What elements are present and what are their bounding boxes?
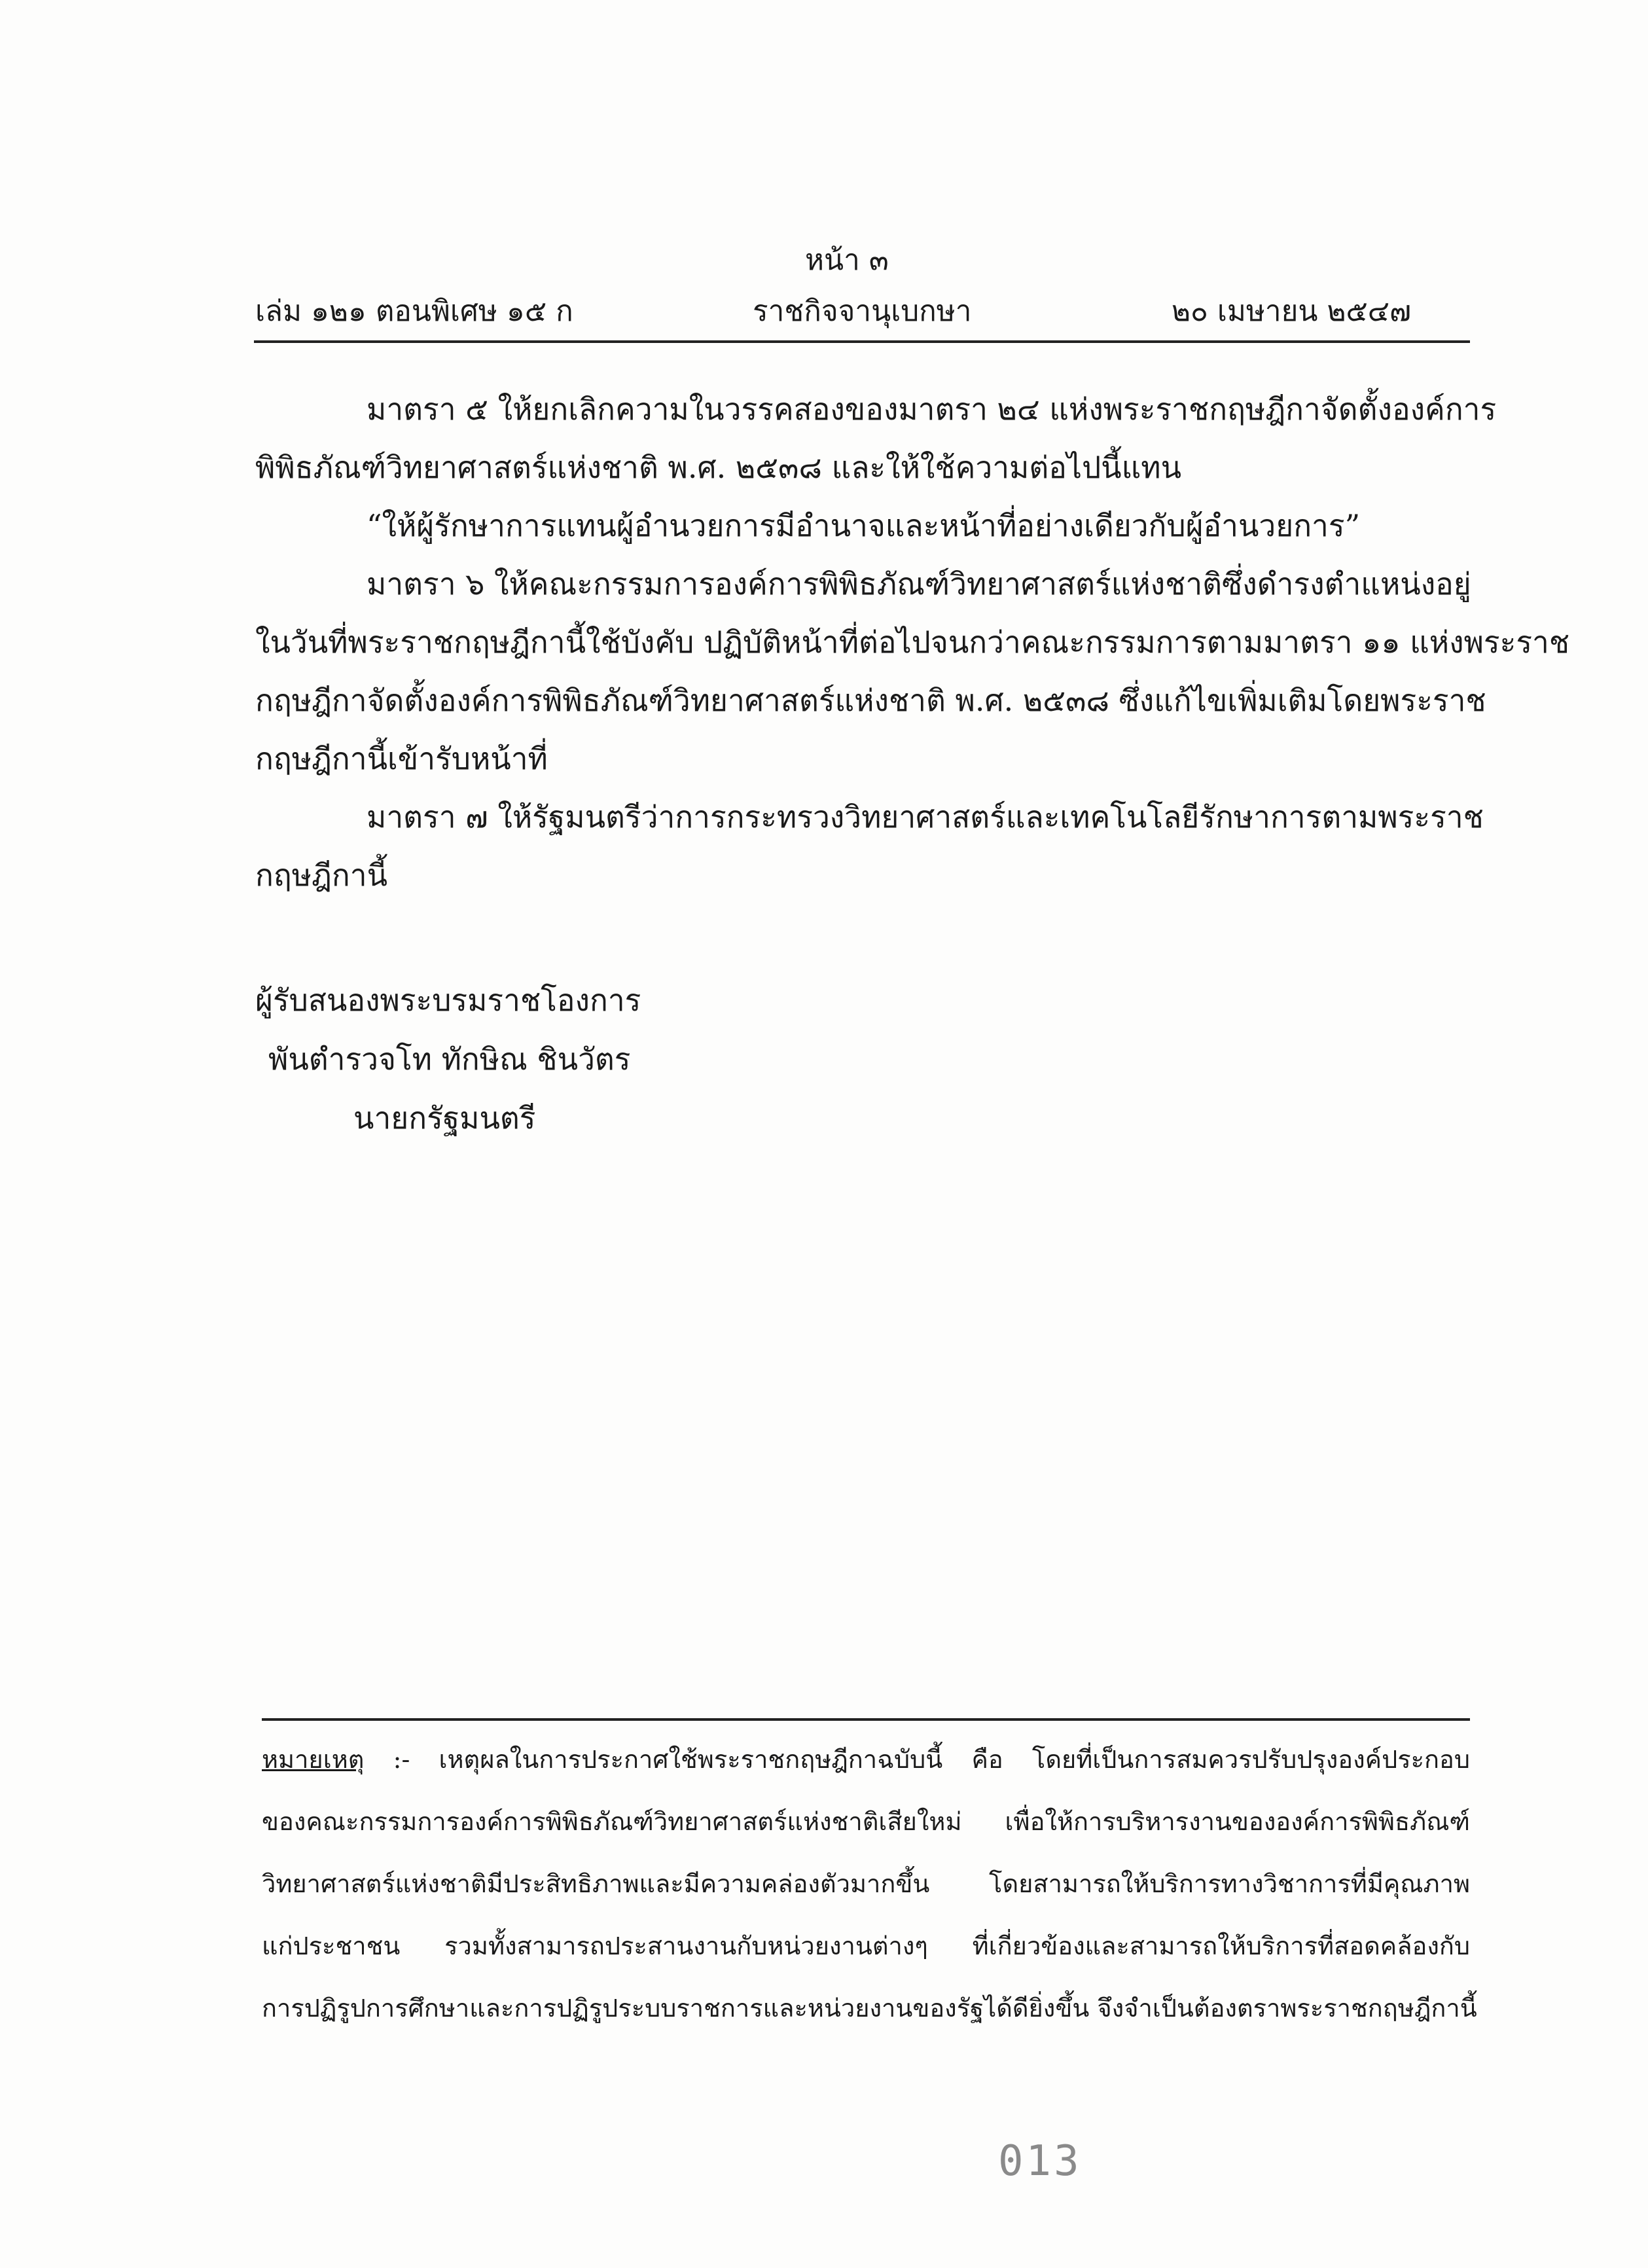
section-6-line-4: กฤษฎีกานี้เข้ารับหน้าที่ xyxy=(255,741,548,776)
volume-issue: เล่ม ๑๒๑ ตอนพิเศษ ๑๕ ก xyxy=(255,295,573,328)
note-line-3: วิทยาศาสตร์แห่งชาติมีประสิทธิภาพและมีความคล่องตัวมากขึ้น โดยสามารถให้บริการทางวิชาการที่มีคุณภาพ xyxy=(262,1869,1470,1898)
page-stamp-number: 013 xyxy=(998,2137,1082,2186)
publication-title: ราชกิจจานุเบกษา xyxy=(753,295,972,328)
section-5-line-1: มาตรา ๕ ให้ยกเลิกความในวรรคสองของมาตรา ๒๔ แห่งพระราชกฤษฎีกาจัดตั้งองค์การ xyxy=(367,391,1497,427)
page-number-label: หน้า ๓ xyxy=(805,243,889,277)
note-line-5: การปฏิรูปการศึกษาและการปฏิรูประบบราชการและหน่วยงานของรัฐได้ดียิ่งขึ้น จึงจำเป็นต้องตราพระราชกฤษฎีกานี้ xyxy=(262,1994,1477,2023)
section-6-line-1: มาตรา ๖ ให้คณะกรรมการองค์การพิพิธภัณฑ์วิทยาศาสตร์แห่งชาติซึ่งดำรงตำแหน่งอยู่ xyxy=(367,566,1471,602)
note-line-1-text: :- เหตุผลในการประกาศใช้พระราชกฤษฎีกาฉบับนี้ คือ โดยที่เป็นการสมควรปรับปรุงองค์ประกอบ xyxy=(393,1745,1470,1774)
signatory-title: นายกรัฐมนตรี xyxy=(353,1100,536,1136)
section-7-line-1: มาตรา ๗ ให้รัฐมนตรีว่าการกระทรวงวิทยาศาสตร์และเทคโนโลยีรักษาการตามพระราช xyxy=(367,799,1484,835)
signatory-name: พันตำรวจโท ทักษิณ ชินวัตร xyxy=(268,1041,631,1077)
section-7-line-2: กฤษฎีกานี้ xyxy=(255,857,388,893)
section-5-quote: “ให้ผู้รักษาการแทนผู้อำนวยการมีอำนาจและหน้าที่อย่างเดียวกับผู้อำนวยการ” xyxy=(367,508,1361,543)
note-label: หมายเหตุ xyxy=(262,1745,365,1774)
section-6-line-2: ในวันที่พระราชกฤษฎีกานี้ใช้บังคับ ปฏิบัติหน้าที่ต่อไปจนกว่าคณะกรรมการตามมาตรา ๑๑ แห่งพระราช xyxy=(255,624,1570,660)
publication-date: ๒๐ เมษายน ๒๕๔๗ xyxy=(1172,295,1412,328)
note-divider xyxy=(262,1718,1470,1721)
section-6-line-3: กฤษฎีกาจัดตั้งองค์การพิพิธภัณฑ์วิทยาศาสตร์แห่งชาติ พ.ศ. ๒๕๓๘ ซึ่งแก้ไขเพิ่มเติมโดยพระราช xyxy=(255,683,1486,718)
countersign-line: ผู้รับสนองพระบรมราชโองการ xyxy=(255,982,641,1018)
note-line-4: แก่ประชาชน รวมทั้งสามารถประสานงานกับหน่วยงานต่างๆ ที่เกี่ยวข้องและสามารถให้บริการที่สอดคล้องกับ xyxy=(262,1932,1470,1960)
header-divider xyxy=(254,340,1470,343)
section-5-line-2: พิพิธภัณฑ์วิทยาศาสตร์แห่งชาติ พ.ศ. ๒๕๓๘ และให้ใช้ความต่อไปนี้แทน xyxy=(255,450,1182,485)
note-line-1 xyxy=(262,1742,1470,1776)
note-line-2: ของคณะกรรมการองค์การพิพิธภัณฑ์วิทยาศาสตร์แห่งชาติเสียใหม่ เพื่อให้การบริหารงานขององค์การพิพิธภัณฑ์ xyxy=(262,1807,1470,1836)
